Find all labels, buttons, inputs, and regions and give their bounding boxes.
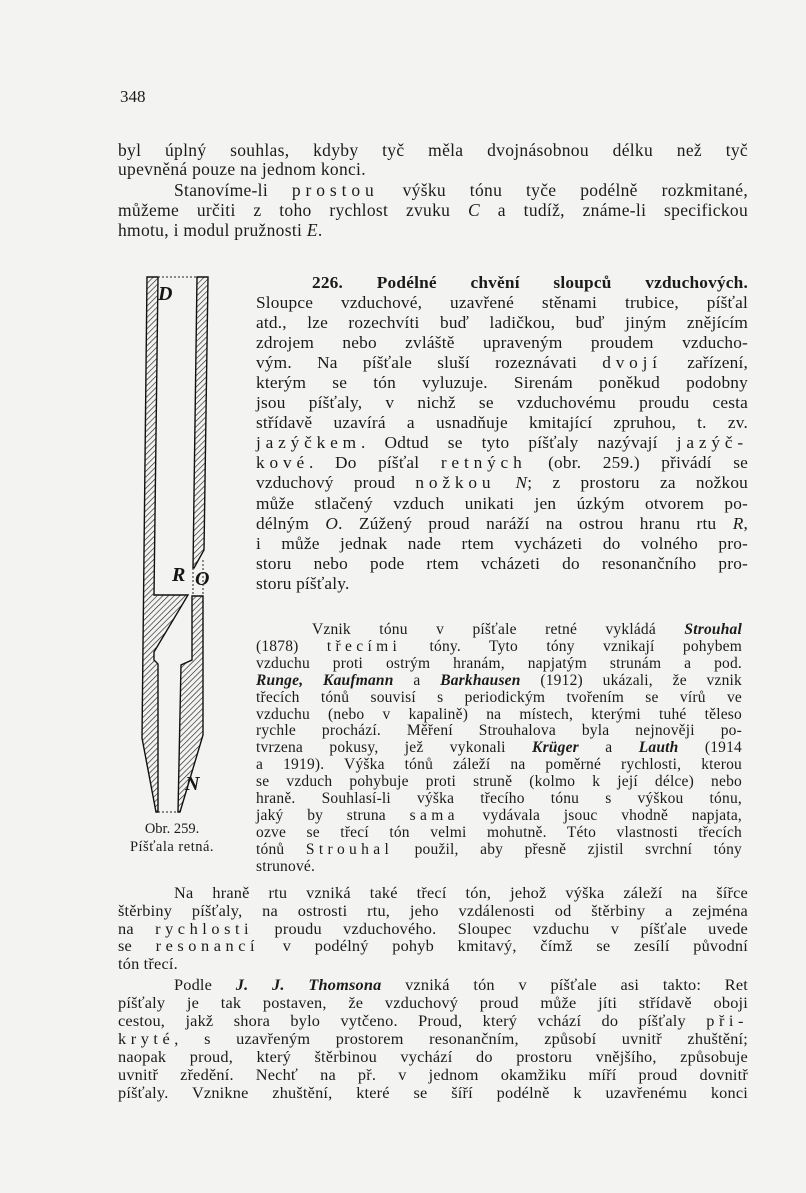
text-run: . Odtud se tyto píšťaly nazývají (360, 433, 677, 453)
emphasis-sp: dvojí (602, 353, 662, 373)
text-run: , (743, 513, 748, 533)
text-run: můžeme určiti z toho rychlost zvuku (118, 200, 469, 220)
text-run: tónů (256, 840, 306, 858)
text-run: strunové. (256, 857, 316, 875)
text-run: (obr. 259.) přivádí se (526, 453, 748, 473)
text-run: na (118, 918, 156, 938)
emphasis-sp: jazýčkem (256, 433, 361, 453)
text-run: a (578, 739, 639, 757)
text-run: . (317, 220, 323, 240)
text-run: ; z prostoru za nožkou (527, 473, 748, 493)
text-run: Sloupce vzduchové, uzavřené stěnami trubice, píšťal (256, 293, 748, 313)
figure-number: Obr. 259. (144, 821, 200, 837)
text-run: tóny. Tyto tóny vznikají pohybem (401, 637, 742, 655)
text-run: vydávala jsouc vhodně napjata, (458, 806, 742, 824)
emphasis-sp: retných (440, 453, 527, 473)
text-run: použil, aby přesně zjistil svrchní tóny (393, 840, 742, 858)
figure-caption (122, 820, 222, 856)
text-run: . Do píšťal (308, 453, 441, 473)
text-run: může stlačený vzduch unikati jen úzkým otvorem po- (256, 493, 748, 513)
text-run: storu píšťaly. (256, 573, 350, 593)
emphasis-sp: resonancí (155, 936, 260, 956)
emphasis-i: C (468, 200, 480, 220)
pipe-upper-lip-wall (193, 277, 208, 568)
text-run: (1914 (678, 739, 742, 757)
text-run: v podélný pohyb kmitavý, čímž se zesílí původní (259, 936, 748, 956)
emphasis-sp: rychlosti (155, 918, 254, 938)
emphasis-bi: Lauth (638, 739, 679, 757)
emphasis-i: N (515, 473, 528, 493)
text-run: vzduchu proti ostrým hranám, napjatým strunám a pod. (256, 654, 742, 672)
text-run: štěrbiny píšťaly, na ostrosti rtu, jeho vzdálenosti od štěrbiny a zejména (118, 900, 748, 920)
emphasis-sp: při- (706, 1011, 748, 1030)
text-run: rychle prochází. Měření Strouhalova byla nejnověji po- (256, 722, 742, 740)
label-n: N (185, 773, 200, 795)
figure-title: Píšťala retná. (129, 839, 215, 855)
text-run: Podle (174, 975, 236, 994)
text-run: (1912) ukázali, že vznik (520, 671, 742, 689)
emphasis-sp: kryté (118, 1029, 175, 1048)
text-run: tvrzena pokusy, jež vykonali (256, 739, 533, 757)
emphasis-bi: Krüger (532, 739, 579, 757)
emphasis-bi: J. J. Thomsona (235, 975, 382, 994)
text-run: délným (256, 513, 326, 533)
text-run: vzduchový proud (256, 473, 416, 493)
text-run: uvnitř zředění. Nechť na př. v jednom okamžiku míří proud dovnitř (118, 1065, 748, 1084)
text-run: píšťaly je tak postaven, že vzduchový proud může jíti střídavě oboji (118, 993, 748, 1012)
emphasis-i: R (732, 513, 744, 533)
emphasis-sp: jazýč- (676, 433, 748, 453)
label-d: D (158, 283, 173, 305)
text-run: Na hraně rtu vzniká také třecí tón, jehož výška záleží na šířce (174, 883, 748, 902)
text-run: atd., lze rozechvíti buď ladičkou, buď jiným znějícím (256, 313, 748, 333)
text-run: upevněná pouze na jednom konci. (118, 158, 366, 179)
text-run: třecích tónů souvisí s periodickým tvořením se vírů ve (256, 688, 742, 706)
text-run: ozve se třecí tón velmi mohutně. Této vlastnosti třecích (256, 823, 742, 841)
text-run: vzduchu (nebo v kapalině) na místech, kterými tuhé těleso (256, 705, 742, 723)
page-number: 348 (120, 87, 146, 106)
text-run: cestou, jakž shora bylo vytčeno. Proud, který vchází do píšťaly (118, 1011, 707, 1030)
emphasis-i: O (325, 513, 339, 533)
text-run: se (118, 936, 156, 956)
text-run: Vznik tónu v píšťale retné vykládá (312, 621, 685, 638)
text-run: hraně. Souhlasí-li výška třecího tónu s výškou tónu, (256, 790, 742, 808)
text-run: a (393, 671, 441, 689)
text-run: storu nebo pode rtem vcházeti do resonančního pro- (256, 553, 748, 573)
text-run: se vzduch pohybuje proti struně (kolmo k její délce) nebo (256, 773, 742, 791)
text-run: vzniká tón v píšťale asi takto: Ret (381, 975, 748, 994)
text-run: jsou píšťaly, v nichž se vzduchovému proudu cesta (256, 393, 748, 413)
text-run: hmotu, i modul pružnosti (118, 220, 307, 240)
text-run: píšťaly. Vznikne zhuštění, které se šíří podélně k uzavřenému konci (118, 1083, 748, 1102)
text-run: tón třecí. (118, 954, 178, 974)
emphasis-bi: Barkhausen (440, 671, 521, 689)
emphasis-bi: Strouhal (684, 621, 742, 638)
emphasis-b: 226. Podélné chvění sloupců vzduchových. (312, 273, 748, 292)
label-o: O (195, 568, 210, 590)
text-run: vým. Na píšťale sluší rozeznávati (256, 353, 603, 373)
label-r: R (172, 564, 186, 586)
text-run: (1878) (256, 637, 327, 655)
emphasis-sp: prostou (291, 180, 379, 200)
emphasis-bi: Runge, Kaufmann (256, 671, 394, 689)
text-run: a tudíž, známe-li specifickou (480, 200, 748, 220)
emphasis-sp: nožkou (415, 473, 496, 493)
emphasis-sp: třecími (326, 637, 402, 655)
emphasis-i: E (306, 220, 318, 240)
text-run: střídavě uzavírá a usnadňuje kmitající zpruhou, t. zv. (256, 413, 748, 433)
text-run: i může jednak nade rtem vycházeti do volného pro- (256, 533, 748, 553)
text-run: naopak proud, který štěrbinou vychází do prostoru vnějšího, způsobuje (118, 1047, 748, 1066)
text-run: , s uzavřeným prostorem resonančním, způsobí uvnitř zhuštění; (174, 1029, 748, 1048)
text-run: jaký by struna (256, 806, 410, 824)
text-run: výšku tónu tyče podélně rozkmitané, (378, 180, 749, 200)
emphasis-sp: sama (409, 806, 459, 824)
text-run: kterým se tón vyluzuje. Sirenám poněkud podobny (256, 373, 748, 393)
text-run: proudu vzduchového. Sloupec vzduchu v píšťale uvede (253, 918, 748, 938)
emphasis-sp: kové (256, 453, 309, 473)
text-run: zdrojem nebo zvláště upraveným proudem vzducho- (256, 333, 748, 353)
text-run: byl úplný souhlas, kdyby tyč měla dvojnásobnou délku než tyč (118, 140, 748, 160)
text-run: . Zúžený proud naráží na ostrou hranu rtu (338, 513, 733, 533)
emphasis-sp: Strouhal (305, 840, 394, 858)
text-run: Stanovíme-li (174, 180, 292, 200)
text-run: zařízení, (661, 353, 748, 373)
text-run: a 1919). Výška tónů záleží na poměrné rychlosti, kterou (256, 756, 742, 774)
